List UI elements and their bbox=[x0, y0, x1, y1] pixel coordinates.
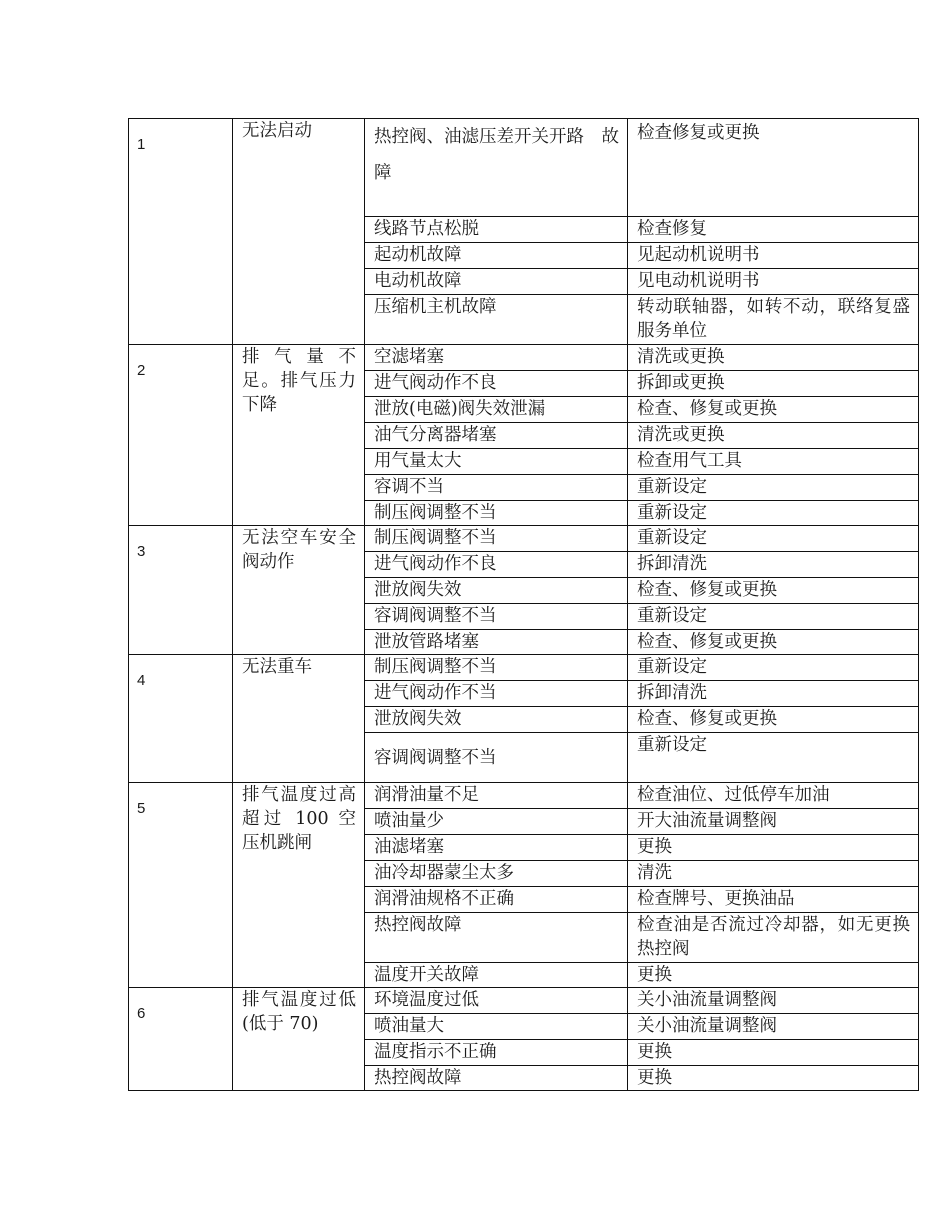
fault-number: 2 bbox=[129, 345, 233, 526]
fault-remedy: 更换 bbox=[628, 1066, 919, 1091]
fault-cause: 容调阀调整不当 bbox=[365, 733, 628, 783]
fault-cause: 油滤堵塞 bbox=[365, 835, 628, 861]
fault-cause: 泄放阀失效 bbox=[365, 578, 628, 604]
fault-cause: 压缩机主机故障 bbox=[365, 295, 628, 345]
fault-symptom: 排气温度过高超过 100 空压机跳闸 bbox=[233, 783, 365, 988]
fault-symptom: 排气温度过低(低于 70) bbox=[233, 988, 365, 1091]
fault-cause: 热控阀、油滤压差开关开路 故 障 bbox=[365, 119, 628, 217]
fault-symptom: 排 气 量 不足。排气压力下降 bbox=[233, 345, 365, 526]
table-row bbox=[129, 783, 919, 809]
fault-cause: 制压阀调整不当 bbox=[365, 526, 628, 552]
fault-remedy: 检查修复或更换 bbox=[628, 119, 919, 217]
fault-symptom: 无法启动 bbox=[233, 119, 365, 345]
fault-remedy: 见电动机说明书 bbox=[628, 269, 919, 295]
fault-remedy: 拆卸或更换 bbox=[628, 371, 919, 397]
fault-remedy: 拆卸清洗 bbox=[628, 681, 919, 707]
fault-cause: 进气阀动作不良 bbox=[365, 552, 628, 578]
fault-remedy: 检查、修复或更换 bbox=[628, 707, 919, 733]
fault-cause: 进气阀动作不当 bbox=[365, 681, 628, 707]
fault-remedy: 拆卸清洗 bbox=[628, 552, 919, 578]
fault-cause: 温度指示不正确 bbox=[365, 1040, 628, 1066]
fault-cause: 用气量太大 bbox=[365, 449, 628, 475]
table-row bbox=[129, 526, 919, 552]
fault-number: 6 bbox=[129, 988, 233, 1091]
table-row bbox=[129, 988, 919, 1014]
fault-remedy: 开大油流量调整阀 bbox=[628, 809, 919, 835]
fault-remedy: 清洗 bbox=[628, 861, 919, 887]
fault-remedy: 检查油位、过低停车加油 bbox=[628, 783, 919, 809]
fault-cause: 容调阀调整不当 bbox=[365, 604, 628, 630]
fault-cause: 润滑油规格不正确 bbox=[365, 887, 628, 913]
fault-remedy: 检查、修复或更换 bbox=[628, 578, 919, 604]
troubleshooting-table bbox=[128, 118, 919, 1091]
fault-remedy: 清洗或更换 bbox=[628, 423, 919, 449]
fault-remedy: 重新设定 bbox=[628, 475, 919, 501]
fault-remedy: 检查修复 bbox=[628, 217, 919, 243]
fault-cause: 喷油量少 bbox=[365, 809, 628, 835]
fault-cause: 油气分离器堵塞 bbox=[365, 423, 628, 449]
fault-number: 5 bbox=[129, 783, 233, 988]
fault-cause: 容调不当 bbox=[365, 475, 628, 501]
fault-remedy: 更换 bbox=[628, 1040, 919, 1066]
fault-remedy: 清洗或更换 bbox=[628, 345, 919, 371]
fault-cause: 热控阀故障 bbox=[365, 1066, 628, 1091]
fault-remedy: 重新设定 bbox=[628, 526, 919, 552]
fault-cause: 泄放管路堵塞 bbox=[365, 630, 628, 655]
fault-remedy: 见起动机说明书 bbox=[628, 243, 919, 269]
fault-cause: 泄放(电磁)阀失效泄漏 bbox=[365, 397, 628, 423]
fault-cause: 温度开关故障 bbox=[365, 963, 628, 988]
fault-remedy: 检查、修复或更换 bbox=[628, 397, 919, 423]
fault-cause: 线路节点松脱 bbox=[365, 217, 628, 243]
fault-cause: 润滑油量不足 bbox=[365, 783, 628, 809]
fault-cause: 热控阀故障 bbox=[365, 913, 628, 963]
fault-cause: 泄放阀失效 bbox=[365, 707, 628, 733]
fault-remedy: 转动联轴器，如转不动，联络复盛服务单位 bbox=[628, 295, 919, 345]
fault-cause: 电动机故障 bbox=[365, 269, 628, 295]
table-row bbox=[129, 655, 919, 681]
table-row bbox=[129, 119, 919, 217]
fault-remedy: 重新设定 bbox=[628, 604, 919, 630]
fault-remedy: 检查、修复或更换 bbox=[628, 630, 919, 655]
fault-number: 4 bbox=[129, 655, 233, 783]
fault-number: 3 bbox=[129, 526, 233, 655]
fault-remedy: 重新设定 bbox=[628, 501, 919, 526]
fault-cause: 环境温度过低 bbox=[365, 988, 628, 1014]
fault-cause: 空滤堵塞 bbox=[365, 345, 628, 371]
fault-remedy: 重新设定 bbox=[628, 655, 919, 681]
fault-cause: 起动机故障 bbox=[365, 243, 628, 269]
fault-cause: 进气阀动作不良 bbox=[365, 371, 628, 397]
fault-cause: 油冷却器蒙尘太多 bbox=[365, 861, 628, 887]
fault-symptom: 无法重车 bbox=[233, 655, 365, 783]
table-body bbox=[129, 119, 919, 1091]
fault-remedy: 关小油流量调整阀 bbox=[628, 1014, 919, 1040]
fault-number: 1 bbox=[129, 119, 233, 345]
table-row bbox=[129, 345, 919, 371]
fault-remedy: 重新设定 bbox=[628, 733, 919, 783]
fault-symptom: 无法空车安全阀动作 bbox=[233, 526, 365, 655]
fault-remedy: 关小油流量调整阀 bbox=[628, 988, 919, 1014]
fault-remedy: 检查油是否流过冷却器，如无更换热控阀 bbox=[628, 913, 919, 963]
fault-remedy: 检查牌号、更换油品 bbox=[628, 887, 919, 913]
fault-cause: 喷油量大 bbox=[365, 1014, 628, 1040]
fault-remedy: 更换 bbox=[628, 835, 919, 861]
fault-cause: 制压阀调整不当 bbox=[365, 655, 628, 681]
fault-remedy: 更换 bbox=[628, 963, 919, 988]
fault-cause: 制压阀调整不当 bbox=[365, 501, 628, 526]
fault-remedy: 检查用气工具 bbox=[628, 449, 919, 475]
